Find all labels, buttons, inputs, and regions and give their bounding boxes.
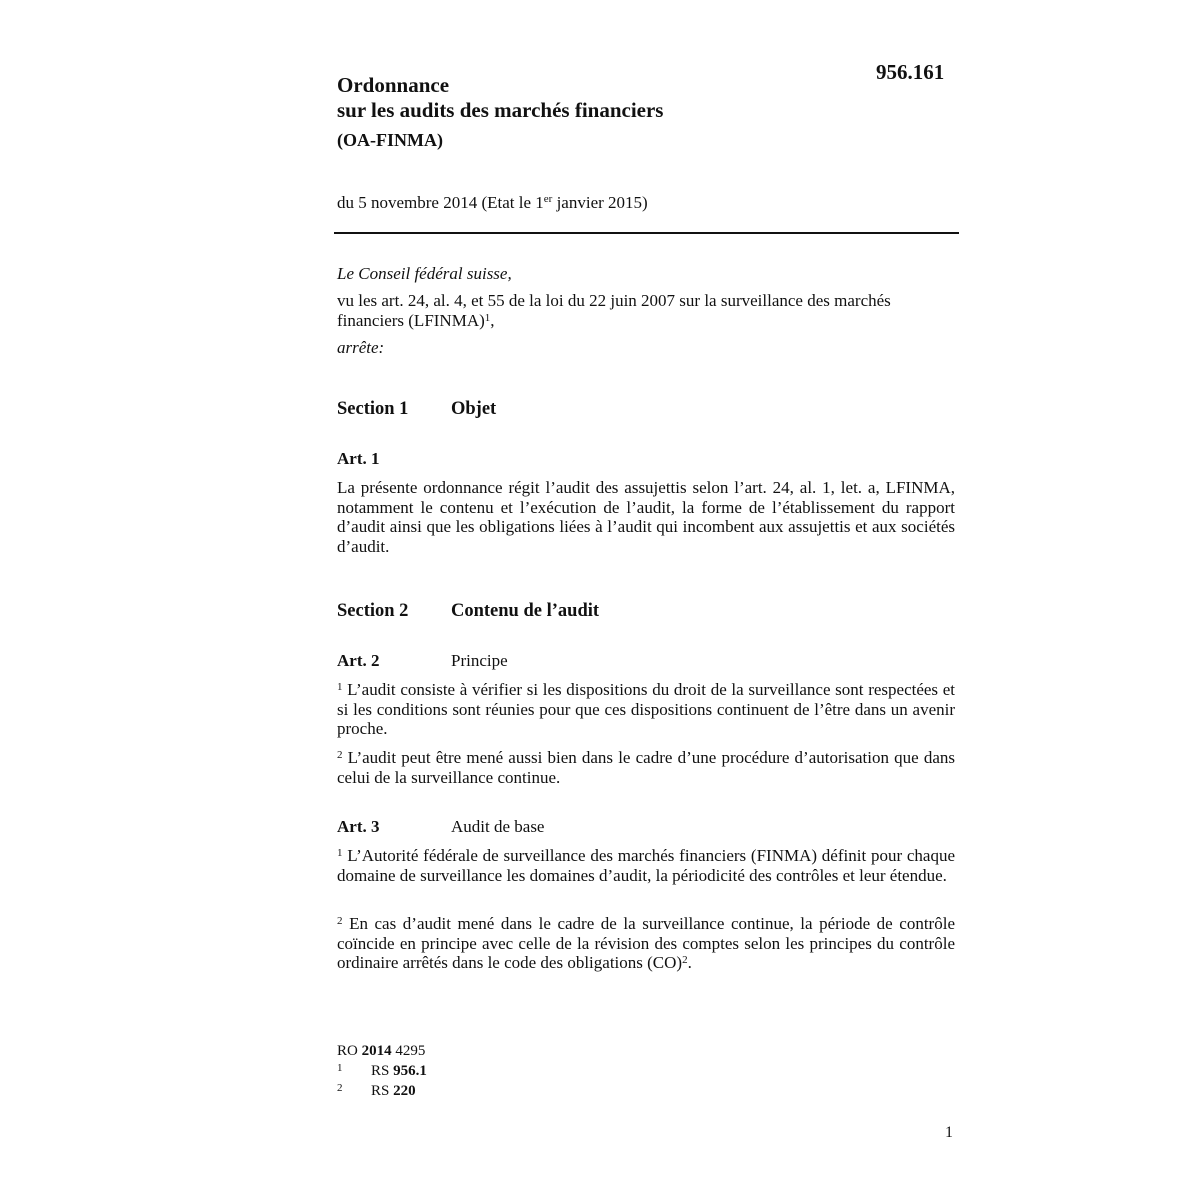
ro-page: 4295 bbox=[391, 1043, 426, 1059]
art-3-heading bbox=[337, 817, 544, 837]
section-number: Section 2 bbox=[337, 601, 409, 621]
art-2-paragraph-1 bbox=[337, 680, 955, 739]
article-title: Audit de base bbox=[451, 817, 545, 836]
article-number: Art. 1 bbox=[337, 449, 380, 468]
header-divider bbox=[334, 232, 959, 234]
footnote-2 bbox=[337, 1080, 427, 1100]
date-text: du 5 novembre 2014 (Etat le 1 bbox=[337, 193, 544, 212]
ordinance-date bbox=[337, 193, 648, 213]
ro-year: 2014 bbox=[361, 1043, 392, 1059]
preamble-decree: arrête: bbox=[337, 338, 385, 357]
ro-prefix: RO bbox=[337, 1043, 362, 1059]
title-line-1: Ordonnance bbox=[337, 73, 450, 97]
art-3-paragraph-1 bbox=[337, 846, 955, 885]
section-2-heading bbox=[337, 601, 599, 622]
paragraph-number: 2 bbox=[337, 749, 343, 761]
footnotes bbox=[337, 1043, 427, 1100]
art-2-heading bbox=[337, 651, 508, 671]
art-3-paragraph-2 bbox=[337, 914, 955, 973]
footnote-1 bbox=[337, 1060, 427, 1080]
paragraph-number: 1 bbox=[337, 847, 343, 859]
footnote-prefix: RS bbox=[371, 1083, 394, 1099]
article-title: Principe bbox=[451, 651, 508, 670]
paragraph-text: L’audit consiste à vérifier si les dispositions du droit de la surveillance sont respectées et si les conditions sont réunies pour que ces dispositions continuent de l’être dans un avenir proche. bbox=[337, 680, 955, 738]
footnote-number: 2 bbox=[337, 1082, 343, 1094]
paragraph-tail: . bbox=[687, 953, 692, 972]
sr-number: 956.161 bbox=[876, 60, 945, 84]
footnote-ref-2[interactable]: 2 bbox=[682, 954, 688, 966]
ordinance-abbreviation: (OA-FINMA) bbox=[337, 130, 443, 150]
section-1-heading bbox=[337, 399, 496, 420]
article-number: Art. 3 bbox=[337, 817, 380, 836]
paragraph-number: 1 bbox=[337, 681, 343, 693]
ordinance-title bbox=[337, 73, 663, 123]
paragraph-text: L’audit peut être mené aussi bien dans le cadre d’une procédure d’autorisation que dans celui de la surveillance continue. bbox=[337, 748, 955, 787]
section-title: Objet bbox=[451, 399, 497, 419]
footnote-ref-1[interactable]: 1 bbox=[484, 311, 491, 324]
paragraph-number: 2 bbox=[337, 915, 343, 927]
paragraph-text: En cas d’audit mené dans le cadre de la surveillance continue, la période de contrôle coïncide en principe avec celle de la révision des comptes selon les principes du contrôle ordinaire arrêtés dans le code des obligations (CO) bbox=[337, 914, 955, 972]
date-tail: janvier 2015) bbox=[552, 193, 648, 212]
ro-reference bbox=[337, 1043, 427, 1060]
footnote-reference[interactable]: 956.1 bbox=[393, 1063, 427, 1079]
article-number: Art. 2 bbox=[337, 651, 380, 670]
art-1-heading bbox=[337, 449, 451, 469]
section-title: Contenu de l’audit bbox=[451, 601, 600, 621]
page-number: 1 bbox=[945, 1124, 953, 1141]
date-superscript: er bbox=[543, 193, 553, 205]
section-number: Section 1 bbox=[337, 399, 409, 419]
preamble-authority: Le Conseil fédéral suisse, bbox=[337, 264, 512, 283]
preamble-basis-text: vu les art. 24, al. 4, et 55 de la loi du 22 juin 2007 sur la surveillance des marchés financiers (LFINMA) bbox=[337, 291, 891, 330]
art-1-text: La présente ordonnance régit l’audit des assujettis selon l’art. 24, al. 1, let. a, LFINMA, notamment le contenu et l’exécution de l’audit, la forme de l’établissement du rapport d’audit ainsi que les obligations liées à l’audit qui incombent aux assujettis et aux sociétés d’audit. bbox=[337, 478, 955, 556]
preamble-basis bbox=[337, 291, 955, 330]
footnote-reference[interactable]: 220 bbox=[393, 1083, 416, 1099]
preamble-basis-tail: , bbox=[490, 310, 495, 330]
title-line-2: sur les audits des marchés financiers bbox=[337, 98, 664, 122]
art-2-paragraph-2 bbox=[337, 748, 955, 787]
paragraph-text: L’Autorité fédérale de surveillance des marchés financiers (FINMA) définit pour chaque domaine de surveillance les domaines d’audit, la périodicité des contrôles et leur étendue. bbox=[337, 846, 955, 885]
footnote-prefix: RS bbox=[371, 1063, 394, 1079]
footnote-number: 1 bbox=[337, 1062, 343, 1074]
